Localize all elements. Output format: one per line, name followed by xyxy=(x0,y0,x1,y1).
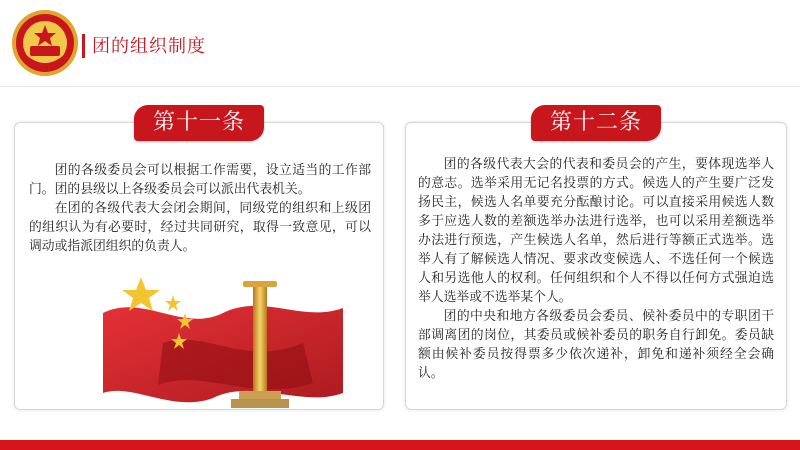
title-accent-bar xyxy=(82,34,85,58)
bottom-accent-bar xyxy=(0,440,800,450)
flag-and-monument-decoration xyxy=(103,273,343,408)
youth-league-emblem-icon xyxy=(10,8,80,78)
article-12-tag: 第十二条 xyxy=(531,105,661,141)
article-12-card xyxy=(405,110,787,410)
article-12-paragraph-1: 团的各级代表大会的代表和委员会的产生，要体现选举人的意志。选举采用无记名投票的方式。候选人的产生要广泛发扬民主，候选人名单要充分酝酿讨论。可以直接采用候选人数多于应选人数的差额选举办法进行选举，也可以采用差额选举办法进行预选，产生候选人名单，然后进行等额正式选举。选举人有了解候选人情况、要求改变候选人、不选任何一个候选人和另选他人的权利。任何组织和个人不得以任何方式强迫选举人选举或不选举某个人。 xyxy=(418,157,774,305)
article-11-paragraph-2: 在团的各级代表大会闭会期间，同级党的组织和上级团的组织认为有必要时，经过共同研究，取得一致意见，可以调动或指派团组织的负责人。 xyxy=(29,201,371,254)
article-12-paragraph-2: 团的中央和地方各级委员会委员、候补委员中的专职团干部调离团的岗位，其委员或候补委员的职务自行卸免。委员缺额由候补委员按得票多少依次递补，卸免和递补须经全会确认。 xyxy=(418,309,774,381)
header-divider xyxy=(0,86,800,87)
article-11-card xyxy=(14,110,384,410)
article-12-text xyxy=(418,155,774,383)
page-title: 团的组织制度 xyxy=(92,36,206,57)
article-11-text xyxy=(29,161,371,256)
article-11-paragraph-1: 团的各级委员会可以根据工作需要，设立适当的工作部门。团的县级以上各级委员会可以派出代表机关。 xyxy=(29,163,371,197)
article-11-tag: 第十一条 xyxy=(134,105,264,141)
